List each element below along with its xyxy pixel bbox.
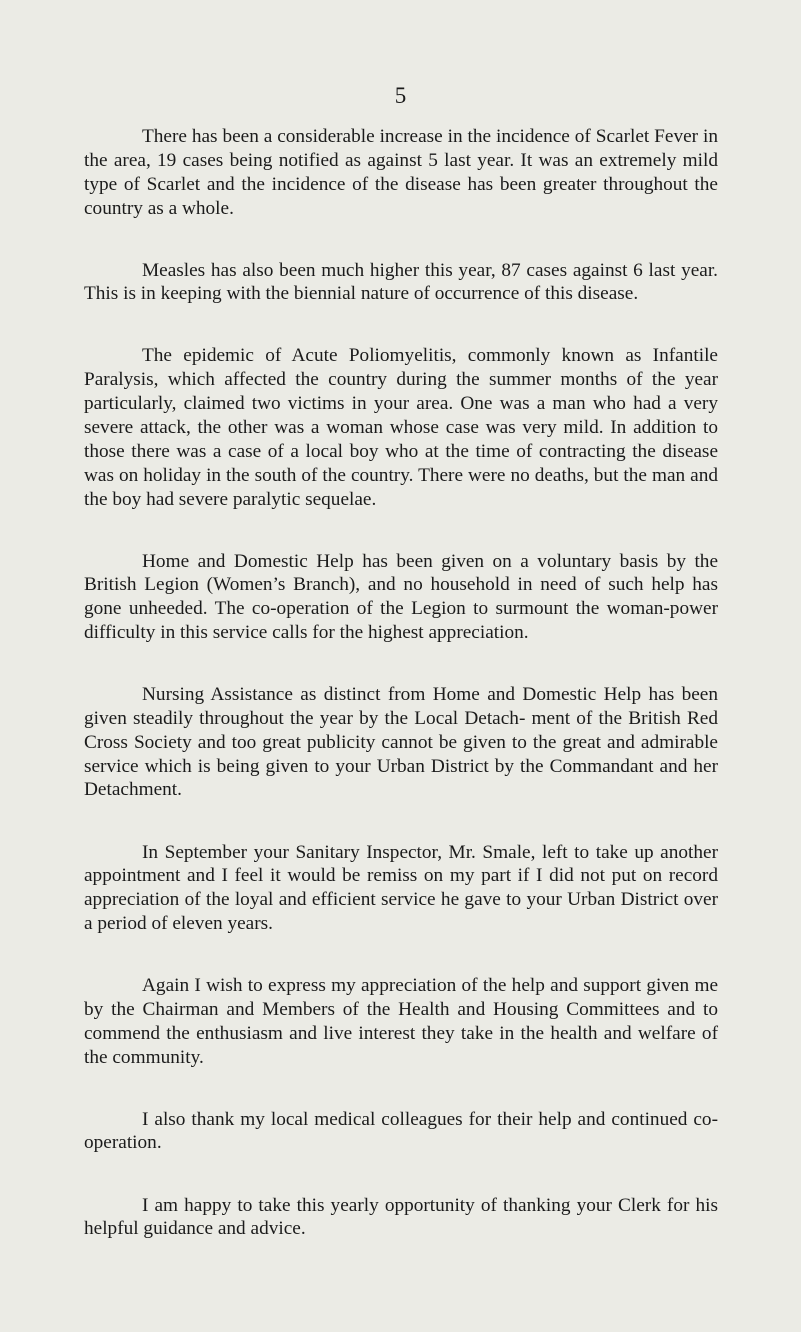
page-number: 5 <box>394 83 407 108</box>
paragraph-nursing-assistance: Nursing Assistance as distinct from Home and Domestic Help has been given steadily throughout the year by the Local Detach- ment of the British Red Cross Society and too great publicity cannot be given to the great and admirable service which is being given to your Urban District by the Commandant and her Detachment. <box>84 684 718 801</box>
paragraph-sanitary-inspector: In September your Sanitary Inspector, Mr. Smale, left to take up another appointment and I feel it would be remiss on my part if I did not put on record appreciation of the loyal and efficient service he gave to your Urban District over a period of eleven years. <box>84 841 718 935</box>
paragraph-medical-colleagues: I also thank my local medical colleagues for their help and continued co-operation. <box>84 1108 718 1154</box>
paragraph-home-domestic-help: Home and Domestic Help has been given on a voluntary basis by the British Legion (Women’s Branch), and no household in need of such help has gone unheeded. The co-operation of the Legion to surmount the woman-power difficulty in this service calls for the highest appreciation. <box>84 550 718 644</box>
paragraph-clerk-thanks: I am happy to take this yearly opportunity of thanking your Clerk for his helpful guidance and advice. <box>84 1194 718 1240</box>
paragraph-poliomyelitis: The epidemic of Acute Poliomyelitis, commonly known as Infantile Paralysis, which affected the country during the summer months of the year particularly, claimed two victims in your area. One was a man who had a very severe attack, the other was a woman whose case was very mild. In addition to those there was a case of a local boy who at the time of contracting the disease was on holiday in the south of the country. There were no deaths, but the man and the boy had severe paralytic sequelae. <box>84 345 718 510</box>
paragraph-committees-appreciation: Again I wish to express my appreciation of the help and support given me by the Chairman and Members of the Health and Housing Committees and to commend the enthusiasm and live interest they take in the health and welfare of the community. <box>84 975 718 1068</box>
report-body <box>84 125 718 1241</box>
paragraph-scarlet-fever: There has been a considerable increase in the incidence of Scarlet Fever in the area, 19 cases being notified as against 5 last year. It was an extremely mild type of Scarlet and the incidence of the disease has been greater throughout the country as a whole. <box>84 126 718 219</box>
paragraph-measles: Measles has also been much higher this year, 87 cases against 6 last year. This is in keeping with the biennial nature of occurrence of this disease. <box>84 259 718 305</box>
